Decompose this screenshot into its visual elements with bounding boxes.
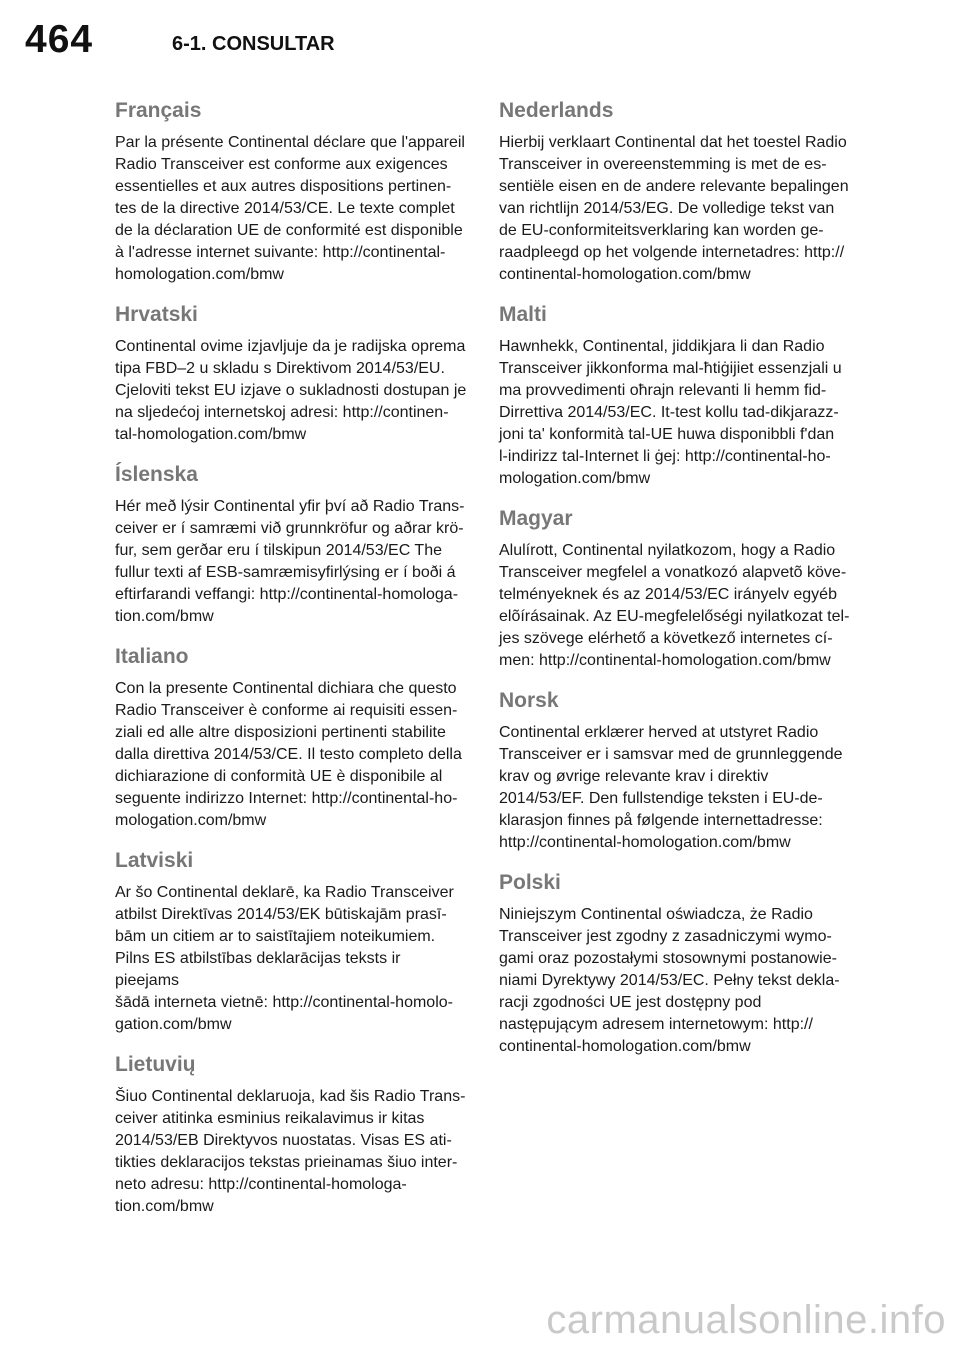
section-body: Par la présente Continental déclare que l'appareil Radio Transceiver est conforme aux exigences essentielles et aux autres dispositions pertinen- tes de la directive 2014/53/CE. Le texte complet de la déclaration UE de conformité est disponible à l'adresse internet suivante: http://continental- homologation.com/bmw [115, 134, 465, 283]
section-norsk [499, 686, 851, 854]
chapter-title: 6-1. CONSULTAR [172, 33, 335, 55]
section-body: Hierbij verklaart Continental dat het toestel Radio Transceiver in overeenstemming is met de es- sentiële eisen en de andere relevante bepalingen van richtlijn 2014/53/EG. De volledige tekst van de EU-conformiteitsverklaring kan worden ge- raadpleegd op het volgende internetadres: http:// continental-homologation.com/bmw [499, 134, 849, 283]
section-heading: Nederlands [499, 99, 614, 122]
section-heading: Íslenska [115, 463, 198, 486]
section-body: Hér með lýsir Continental yfir því að Radio Trans- ceiver er í samræmi við grunnkröfur og aðrar krö- fur, sem gerðar eru í tilskipun 2014/53/EC The fullur texti af ESB-samræmisyfirlýsing er í boði á eftirfarandi veffangi: http://continental-homologa- tion.com/bmw [115, 498, 465, 625]
section-heading: Français [115, 99, 202, 122]
section-lietuviu [115, 1050, 467, 1218]
section-body: Alulírott, Continental nyilatkozom, hogy a Radio Transceiver megfelel a vonatkozó alapvetõ köve- telményeknek és az 2014/53/EC irányelv egyéb elõírásainak. Az EU-megfelelőségi nyilatkozat tel- jes szövege elérhető a következő internetes cí- men: http://continental-homologation.com/bmw [499, 542, 850, 669]
section-nederlands [499, 96, 851, 286]
section-body: Continental erklærer herved at utstyret Radio Transceiver er i samsvar med de grunnleggende krav og øvrige relevante krav i direktiv 2014/53/EF. Den fullstendige teksten i EU-de- klarasjon finnes på følgende internettadresse: http://continental-homologation.com/bmw [499, 724, 843, 851]
section-heading: Italiano [115, 645, 189, 668]
section-heading: Norsk [499, 689, 559, 712]
section-francais [115, 96, 467, 286]
section-magyar [499, 504, 851, 672]
section-malti [499, 300, 851, 490]
section-body: Ar šo Continental deklarē, ka Radio Transceiver atbilst Direktīvas 2014/53/EK būtiskajām prasī- bām un citiem ar to saistītajiem noteikumiem. Pilns ES atbilstības deklarācijas teksts ir pieejams šādā interneta vietnē: http://continental-homolo- gation.com/bmw [115, 884, 454, 1033]
section-heading: Lietuvių [115, 1053, 196, 1076]
section-latviski [115, 846, 467, 1036]
watermark: carmanualsonline.info [546, 1298, 946, 1342]
section-polski [499, 868, 851, 1058]
section-body: Continental ovime izjavljuje da je radijska oprema tipa FBD–2 u skladu s Direktivom 2014/53/EU. Cjeloviti tekst EU izjave o sukladnosti dostupan je na sljedećoj internetskoj adresi: http://continen- tal-homologation.com/bmw [115, 338, 467, 443]
page-header [0, 0, 960, 80]
section-heading: Latviski [115, 849, 194, 872]
section-body: Šiuo Continental deklaruoja, kad šis Radio Trans- ceiver atitinka esminius reikalavimus ir kitas 2014/53/EB Direktyvos nuostatas. Visas ES ati- tikties deklaracijos tekstas prieinamas šiuo inter- neto adresu: http://continental-homologa- tion.com/bmw [115, 1088, 466, 1215]
section-heading: Hrvatski [115, 303, 198, 326]
section-hrvatski [115, 300, 467, 446]
right-column [499, 96, 851, 1072]
section-heading: Magyar [499, 507, 573, 530]
section-italiano [115, 642, 467, 832]
section-heading: Polski [499, 871, 561, 894]
left-column [115, 96, 467, 1232]
page-number: 464 [25, 18, 94, 61]
section-heading: Malti [499, 303, 547, 326]
section-body: Con la presente Continental dichiara che questo Radio Transceiver è conforme ai requisiti essen- ziali ed alle altre disposizioni pertinenti stabilite dalla direttiva 2014/53/CE. Il testo completo della dichiarazione di conformità UE è disponibile al seguente indirizzo Internet: http://continental-ho- mologation.com/bmw [115, 680, 462, 829]
section-body: Niniejszym Continental oświadcza, że Radio Transceiver jest zgodny z zasadniczymi wymo- gami oraz pozostałymi stosownymi postanowie- niami Dyrektywy 2014/53/EC. Pełny tekst dekla- racji zgodności UE jest dostępny pod następującym adresem internetowym: http:// continental-homologation.com/bmw [499, 906, 840, 1055]
section-body: Hawnhekk, Continental, jiddikjara li dan Radio Transceiver jikkonforma mal-ħtiġijiet essenzjali u ma provvedimenti oħrajn relevanti li hemm fid- Dirrettiva 2014/53/EC. It-test kollu tad-dikjarazz- joni ta' konformità tal-UE huwa disponibbli f'dan l-indirizz tal-Internet li ġej: http://continental-ho- mologation.com/bmw [499, 338, 842, 487]
section-islenska [115, 460, 467, 628]
